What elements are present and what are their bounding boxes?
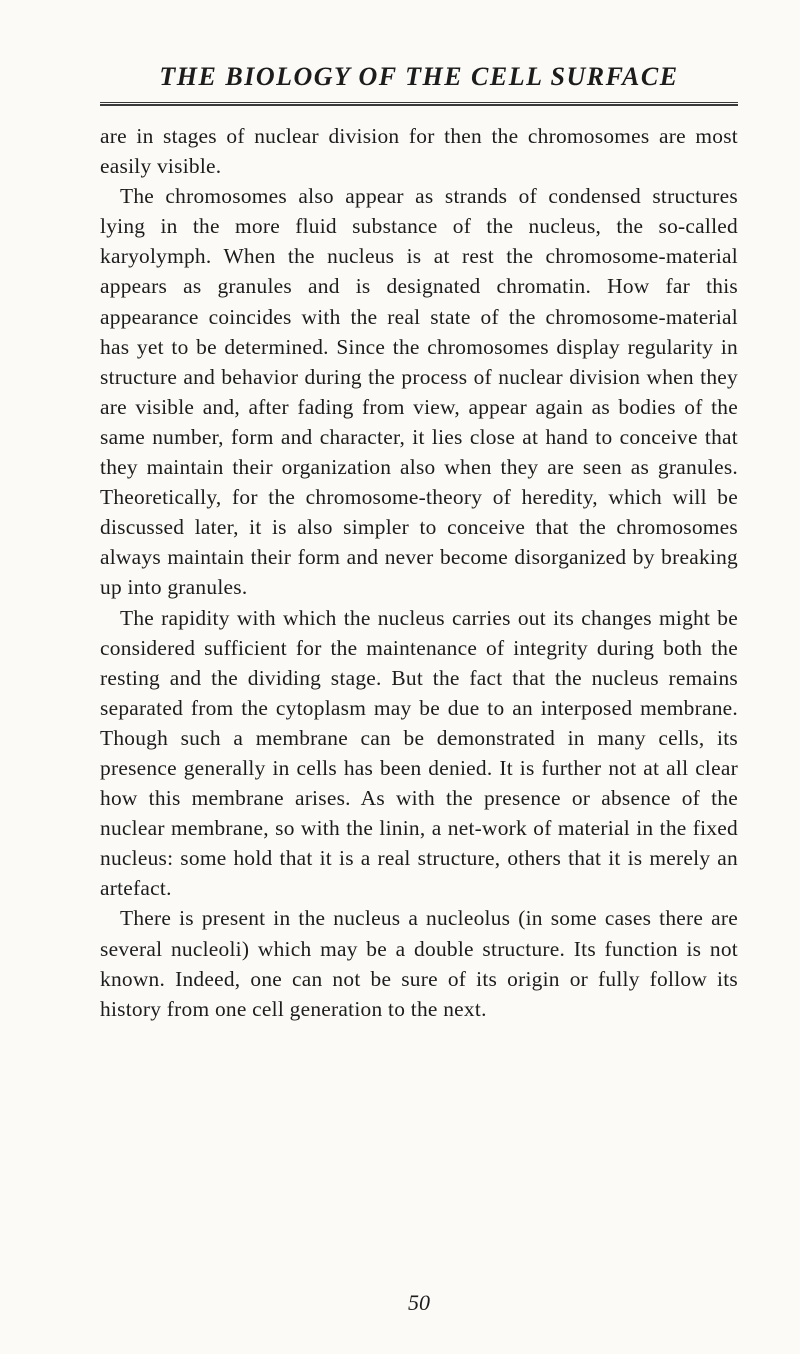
header-rule [100, 102, 738, 106]
page-number: 50 [408, 1290, 430, 1315]
paragraph-chromosomes: The chromosomes also appear as strands of condensed structures lying in the more fluid substance of the nucleus, the so-called karyolymph. When the nucleus is at rest the chromosome-material appears as granules and is designated chromatin. How far this appearance coincides with the real state of the chromosome-material has yet to be determined. Since the chromosomes display regularity in structure and behavior during the process of nuclear division when they are visible and, after fading from view, appear again as bodies of the same number, form and character, it lies close at hand to conceive that they maintain their organization also when they are seen as granules. Theoretically, for the chromosome-theory of heredity, which will be discussed later, it is also simpler to conceive that the chromosomes always maintain their form and never become disorganized by breaking up into granules. [100, 184, 738, 600]
body-text [100, 121, 738, 1024]
paragraph-continued: are in stages of nuclear division for then the chromosomes are most easily visible. [100, 124, 738, 179]
running-head: THE BIOLOGY OF THE CELL SURFACE [159, 62, 679, 91]
paragraph-nuclear-membrane: The rapidity with which the nucleus carries out its changes might be considered sufficient for the maintenance of integrity during both the resting and the dividing stage. But the fact that the nucleus remains separated from the cytoplasm may be due to an interposed membrane. Though such a membrane can be demonstrated in many cells, its presence generally in cells has been denied. It is further not at all clear how this membrane arises. As with the presence or absence of the nuclear membrane, so with the linin, a net-work of material in the fixed nucleus: some hold that it is a real structure, others that it is merely an artefact. [100, 605, 738, 901]
paragraph-nucleolus: There is present in the nucleus a nucleolus (in some cases there are several nucleoli) which may be a double structure. Its function is not known. Indeed, one can not be sure of its origin or fully follow its history from one cell generation to the next. [100, 906, 738, 1021]
book-page [100, 62, 738, 1315]
